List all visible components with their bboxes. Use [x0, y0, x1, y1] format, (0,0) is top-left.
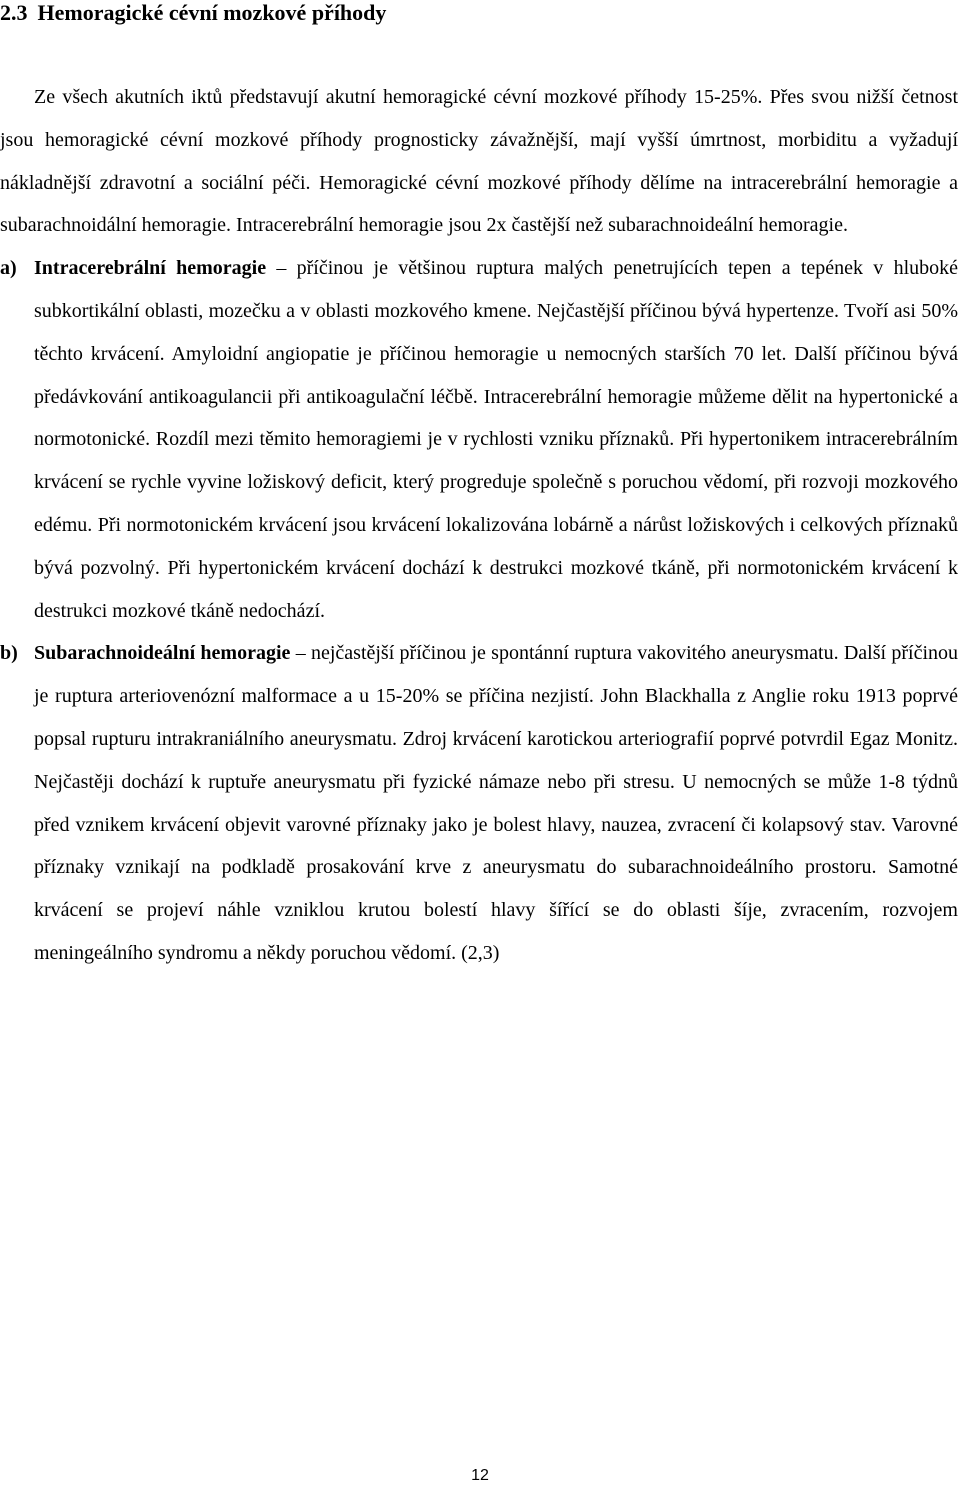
section-title: Hemoragické cévní mozkové příhody — [37, 0, 387, 25]
section-heading — [0, 0, 386, 26]
item-term: Subarachnoideální hemoragie — [34, 642, 291, 665]
list-marker: a) — [0, 257, 17, 280]
item-text: – příčinou je většinou ruptura malých penetrujících tepen a tepének v hluboké subkortikální oblasti, mozečku a v oblasti mozkového kmene. Nejčastější příčinou bývá hypertenze. Tvoří asi 50% těchto krvácení. Amyloidní angiopatie je příčinou hemoragie u nemocných starších 70 let. Další příčinou bývá předávkování antikoagulancii při antikoagulační léčbě. Intracerebrální hemoragie můžeme dělit na hypertonické a normotonické. Rozdíl mezi těmito hemoragiemi je v rychlosti vzniku příznaků. Při hypertonikem intracerebrálním krvácení se rychle vyvine ložiskový deficit, který progreduje společně s poruchou vědomí, při rozvoji mozkového edému. Při normotonickém krvácení jsou krvácení lokalizována lobárně a nárůst ložiskových i celkových příznaků bývá pozvolný. Při hypertonickém krvácení dochází k destrukci mozkové tkáně, při normotonickém krvácení k destrukci mozkové tkáně nedochází. — [34, 257, 959, 622]
list-item-subarachnoid — [0, 632, 958, 974]
item-term: Intracerebrální hemoragie — [34, 257, 267, 280]
list-item-intracerebral — [0, 247, 958, 632]
list-marker: b) — [0, 642, 18, 665]
page-number: 12 — [471, 1467, 489, 1484]
intro-paragraph: Ze všech akutních iktů představují akutní hemoragické cévní mozkové příhody 15-25%. Přes svou nižší četnost jsou hemoragické cévní mozkové příhody prognosticky závažnější, mají vyšší úmrtnost, morbiditu a vyžadují nákladnější zdravotní a sociální péči. Hemoragické cévní mozkové příhody dělíme na intracerebrální hemoragie a subarachnoidální hemoragie. Intracerebrální hemoragie jsou 2x častější než subarachnoideální hemoragie. — [0, 86, 958, 237]
body-text — [0, 76, 958, 975]
section-number: 2.3 — [0, 0, 28, 25]
item-text: – nejčastější příčinou je spontánní ruptura vakovitého aneurysmatu. Další příčinou je ruptura arteriovenózní malformace a u 15-20% se příčina nezjistí. John Blackhalla z Anglie roku 1913 poprvé popsal rupturu intrakraniálního aneurysmatu. Zdroj krvácení karotickou arteriografií poprvé potvrdil Egaz Monitz. Nejčastěji dochází k ruptuře aneurysmatu při fyzické námaze nebo při stresu. U nemocných se může 1-8 týdnů před vznikem krvácení objevit varovné příznaky jako je bolest hlavy, nauzea, zvracení či kolapsový stav. Varovné příznaky vznikají na podkladě prosakování krve z aneurysmatu do subarachnoideálního prostoru. Samotné krvácení se projeví náhle vzniklou krutou bolestí hlavy šířící se do oblasti šíje, zvracením, rozvojem meningeálního syndromu a někdy poruchou vědomí. (2,3) — [34, 642, 958, 964]
